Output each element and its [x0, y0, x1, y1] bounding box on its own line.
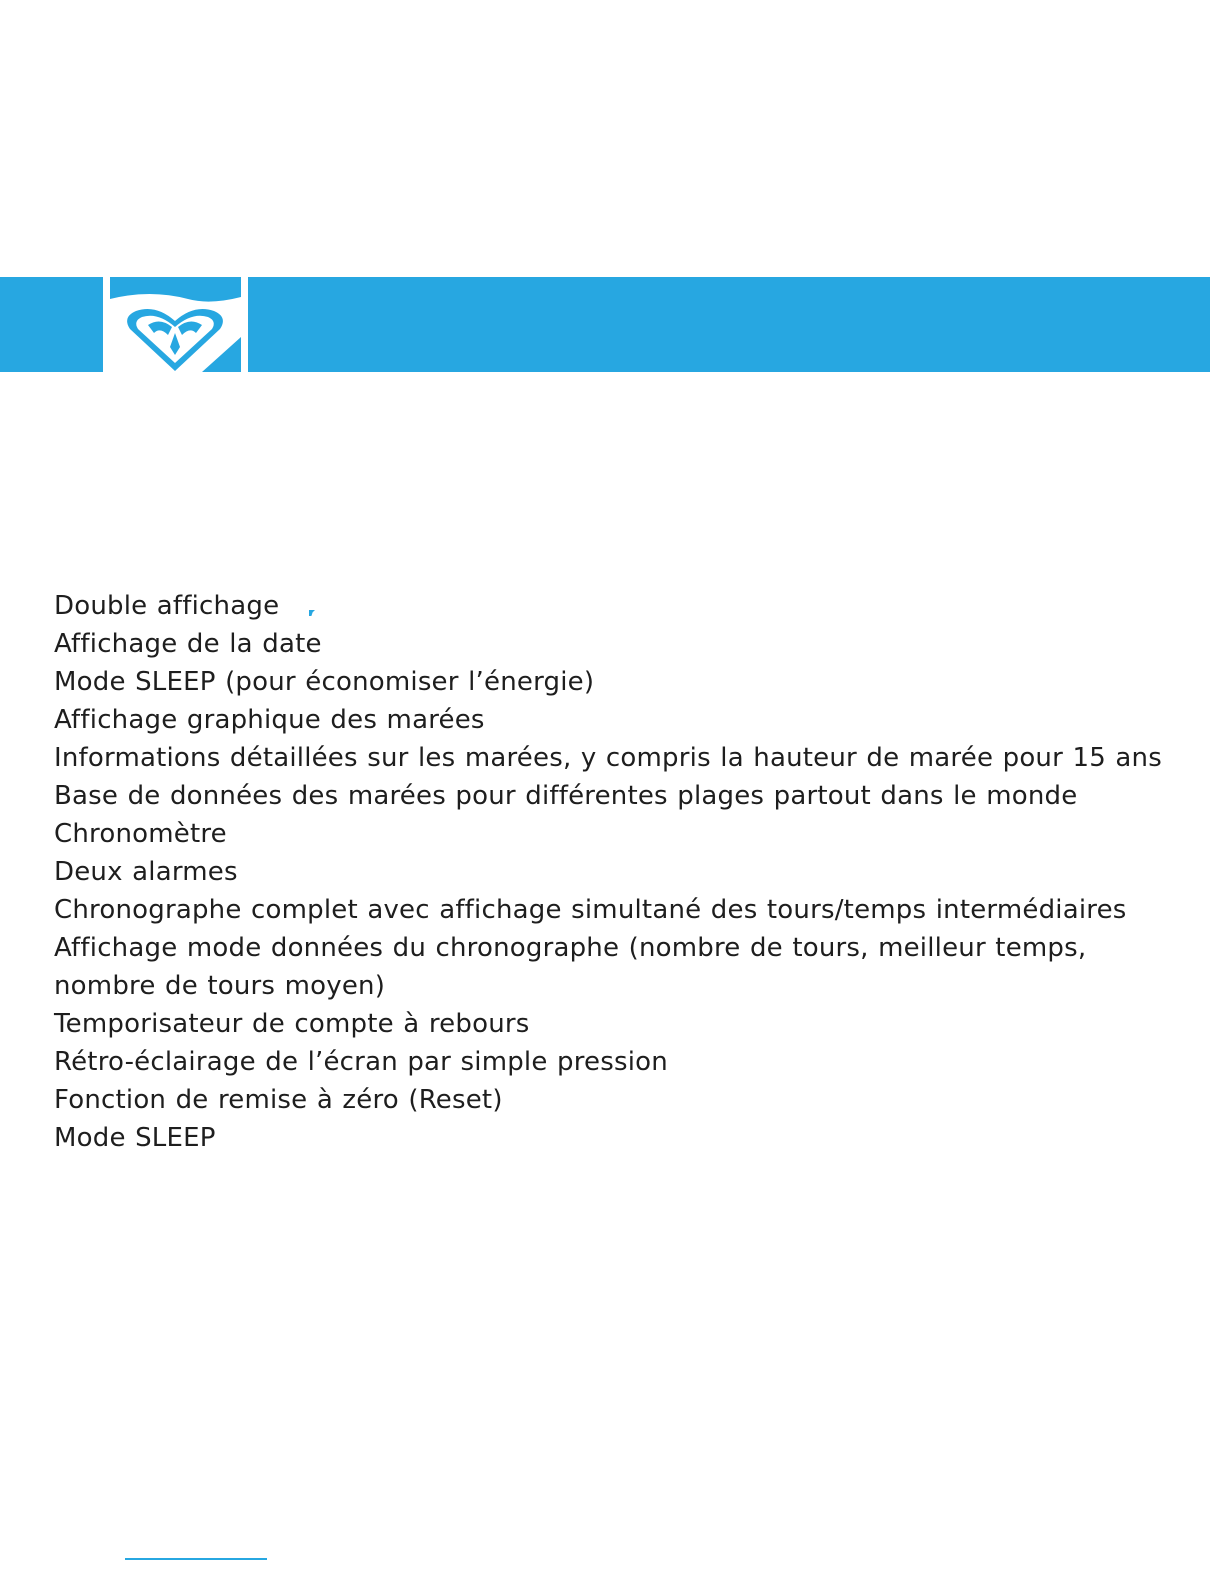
header-banner-left: [0, 277, 103, 372]
brand-logo: [110, 277, 241, 372]
header-banner-right: [248, 277, 1210, 372]
list-item: Temporisateur de compte à rebours: [54, 1009, 530, 1039]
list-item: Chronographe complet avec affichage simultané des tours/temps intermédiaires: [54, 895, 1127, 925]
list-item: Chronomètre: [54, 819, 227, 849]
list-item: Double affichage: [54, 591, 280, 621]
footer-rule: [125, 1558, 267, 1560]
list-item: Affichage de la date: [54, 629, 322, 659]
feature-list: [54, 587, 1189, 1157]
list-item: Mode SLEEP (pour économiser l’énergie): [54, 667, 595, 697]
list-item: Fonction de remise à zéro (Reset): [54, 1085, 503, 1115]
list-item: Affichage graphique des marées: [54, 705, 485, 735]
list-item: Informations détaillées sur les marées, y compris la hauteur de marée pour 15 ans: [54, 743, 1162, 773]
list-item: Mode SLEEP: [54, 1123, 216, 1153]
list-item: Base de données des marées pour différentes plages partout dans le monde: [54, 781, 1078, 811]
list-item: Deux alarmes: [54, 857, 238, 887]
list-item: Rétro-éclairage de l’écran par simple pression: [54, 1047, 668, 1077]
list-item: Affichage mode données du chronographe (nombre de tours, meilleur temps, nombre de tours moyen): [54, 933, 1087, 1001]
heart-logo-icon: [110, 277, 241, 372]
